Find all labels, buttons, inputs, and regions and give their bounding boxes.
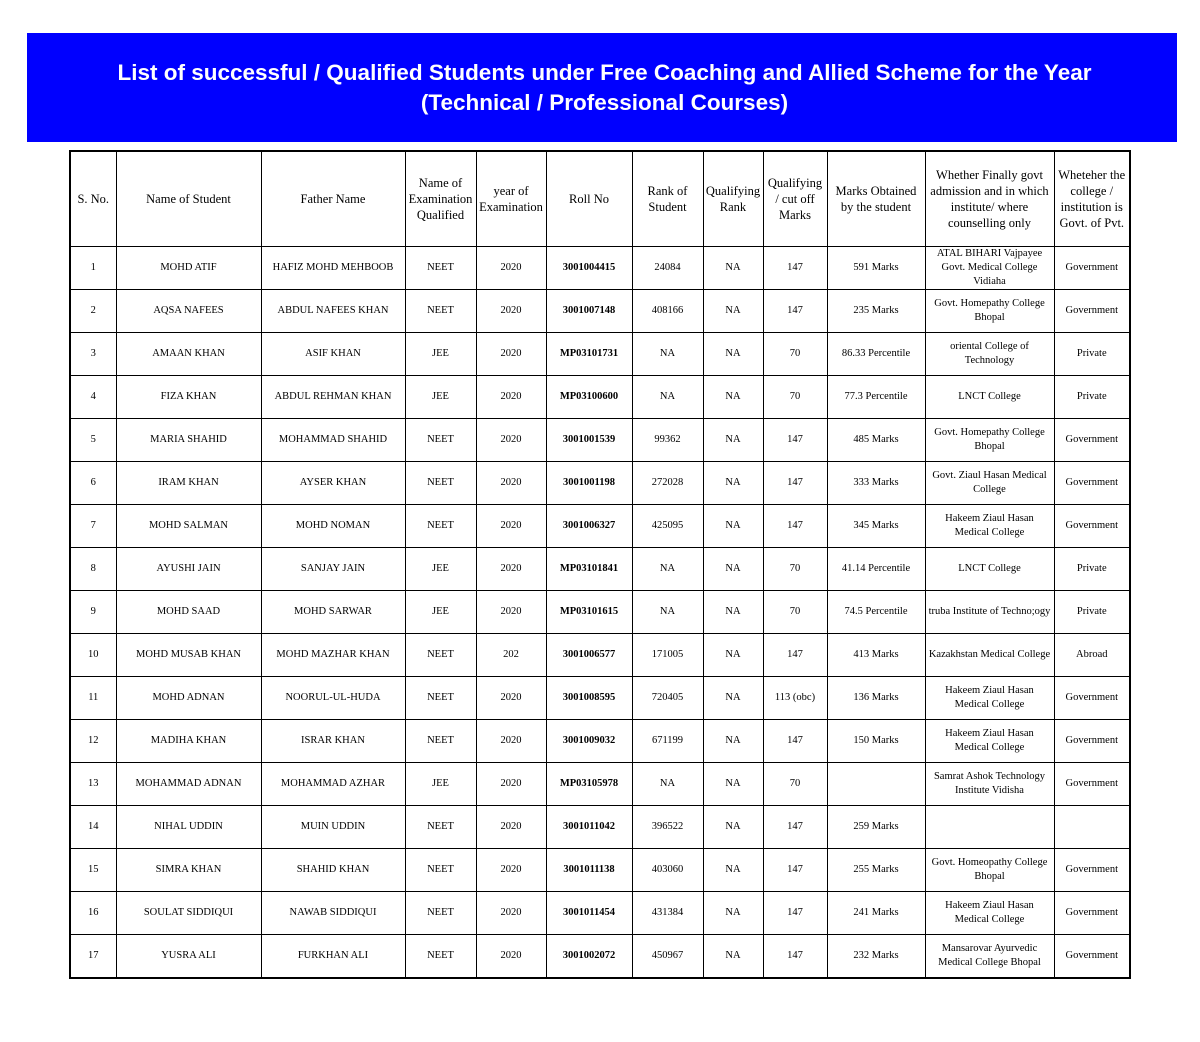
cell-qualifying-rank: NA xyxy=(703,806,763,849)
cell-father-name: HAFIZ MOHD MEHBOOB xyxy=(261,247,405,290)
table-row xyxy=(70,505,1130,548)
cell-student-rank: 450967 xyxy=(632,935,703,979)
cell-marks-obtained xyxy=(827,763,925,806)
cell-marks-obtained: 485 Marks xyxy=(827,419,925,462)
cell-father-name: SANJAY JAIN xyxy=(261,548,405,591)
cell-roll-no: 3001001198 xyxy=(546,462,632,505)
table-row xyxy=(70,677,1130,720)
table-body xyxy=(70,247,1130,979)
cell-exam-year: 2020 xyxy=(476,849,546,892)
cell-student-name: MOHD MUSAB KHAN xyxy=(116,634,261,677)
cell-marks-obtained: 255 Marks xyxy=(827,849,925,892)
cell-student-name: MOHD SAAD xyxy=(116,591,261,634)
cell-qualifying-rank: NA xyxy=(703,333,763,376)
cell-marks-obtained: 77.3 Percentile xyxy=(827,376,925,419)
cell-student-name: IRAM KHAN xyxy=(116,462,261,505)
cell-college-type: Government xyxy=(1054,849,1130,892)
cell-exam-name: NEET xyxy=(405,462,476,505)
table-row xyxy=(70,247,1130,290)
cell-admission-institute: Mansarovar Ayurvedic Medical College Bhopal xyxy=(925,935,1054,979)
cell-admission-institute: Hakeem Ziaul Hasan Medical College xyxy=(925,677,1054,720)
cell-exam-name: NEET xyxy=(405,892,476,935)
table-row xyxy=(70,462,1130,505)
header-qualifying-rank: Qualifying Rank xyxy=(703,151,763,247)
cell-father-name: MOHD NOMAN xyxy=(261,505,405,548)
cell-s-no: 6 xyxy=(70,462,116,505)
cell-admission-institute: Govt. Ziaul Hasan Medical College xyxy=(925,462,1054,505)
cell-marks-obtained: 86.33 Percentile xyxy=(827,333,925,376)
cell-student-rank: 408166 xyxy=(632,290,703,333)
cell-exam-name: JEE xyxy=(405,376,476,419)
cell-student-rank: NA xyxy=(632,591,703,634)
table-row xyxy=(70,333,1130,376)
table-row xyxy=(70,763,1130,806)
cell-s-no: 8 xyxy=(70,548,116,591)
cell-qualifying-rank: NA xyxy=(703,548,763,591)
cell-exam-year: 2020 xyxy=(476,505,546,548)
cell-exam-name: NEET xyxy=(405,634,476,677)
header-college-type: Wheteher the college / institution is Govt. of Pvt. xyxy=(1054,151,1130,247)
cell-college-type: Government xyxy=(1054,290,1130,333)
header-student-rank: Rank of Student xyxy=(632,151,703,247)
page-title-line-1: List of successful / Qualified Students under Free Coaching and Allied Scheme for the Year xyxy=(117,59,1092,85)
cell-qualifying-rank: NA xyxy=(703,892,763,935)
cell-exam-name: JEE xyxy=(405,548,476,591)
cell-exam-year: 2020 xyxy=(476,892,546,935)
cell-student-rank: 671199 xyxy=(632,720,703,763)
cell-s-no: 10 xyxy=(70,634,116,677)
cell-exam-year: 202 xyxy=(476,634,546,677)
cell-student-rank: 272028 xyxy=(632,462,703,505)
cell-qualifying-rank: NA xyxy=(703,505,763,548)
cell-roll-no: 3001008595 xyxy=(546,677,632,720)
cell-college-type: Government xyxy=(1054,677,1130,720)
cell-exam-year: 2020 xyxy=(476,935,546,979)
cell-father-name: ISRAR KHAN xyxy=(261,720,405,763)
cell-college-type: Government xyxy=(1054,935,1130,979)
cell-student-name: AYUSHI JAIN xyxy=(116,548,261,591)
cell-cutoff-marks: 147 xyxy=(763,720,827,763)
cell-cutoff-marks: 70 xyxy=(763,763,827,806)
table-row xyxy=(70,419,1130,462)
table-row xyxy=(70,290,1130,333)
cell-roll-no: MP03101615 xyxy=(546,591,632,634)
cell-admission-institute: Hakeem Ziaul Hasan Medical College xyxy=(925,505,1054,548)
cell-admission-institute: Govt. Homepathy College Bhopal xyxy=(925,290,1054,333)
cell-cutoff-marks: 70 xyxy=(763,376,827,419)
cell-exam-year: 2020 xyxy=(476,720,546,763)
table-row xyxy=(70,376,1130,419)
table-row xyxy=(70,892,1130,935)
cell-marks-obtained: 333 Marks xyxy=(827,462,925,505)
cell-admission-institute: ATAL BIHARI Vajpayee Govt. Medical College Vidiaha xyxy=(925,247,1054,290)
cell-roll-no: 3001006577 xyxy=(546,634,632,677)
cell-college-type: Government xyxy=(1054,505,1130,548)
cell-exam-name: JEE xyxy=(405,333,476,376)
cell-roll-no: 3001009032 xyxy=(546,720,632,763)
cell-admission-institute: Govt. Homepathy College Bhopal xyxy=(925,419,1054,462)
cell-exam-name: JEE xyxy=(405,591,476,634)
results-table xyxy=(69,150,1131,979)
cell-qualifying-rank: NA xyxy=(703,591,763,634)
cell-s-no: 4 xyxy=(70,376,116,419)
cell-student-rank: NA xyxy=(632,763,703,806)
cell-admission-institute: Hakeem Ziaul Hasan Medical College xyxy=(925,892,1054,935)
cell-roll-no: 3001006327 xyxy=(546,505,632,548)
cell-college-type: Private xyxy=(1054,376,1130,419)
title-banner xyxy=(27,33,1177,142)
cell-college-type: Government xyxy=(1054,892,1130,935)
cell-student-name: FIZA KHAN xyxy=(116,376,261,419)
cell-student-rank: 396522 xyxy=(632,806,703,849)
cell-college-type: Government xyxy=(1054,763,1130,806)
cell-marks-obtained: 259 Marks xyxy=(827,806,925,849)
cell-cutoff-marks: 147 xyxy=(763,247,827,290)
cell-s-no: 12 xyxy=(70,720,116,763)
cell-exam-name: NEET xyxy=(405,247,476,290)
cell-student-name: NIHAL UDDIN xyxy=(116,806,261,849)
page-title-line-2: (Technical / Professional Courses) xyxy=(420,89,789,115)
cell-qualifying-rank: NA xyxy=(703,935,763,979)
cell-exam-year: 2020 xyxy=(476,677,546,720)
cell-admission-institute: oriental College of Technology xyxy=(925,333,1054,376)
cell-marks-obtained: 235 Marks xyxy=(827,290,925,333)
cell-exam-year: 2020 xyxy=(476,333,546,376)
cell-roll-no: MP03100600 xyxy=(546,376,632,419)
cell-exam-name: NEET xyxy=(405,806,476,849)
cell-cutoff-marks: 147 xyxy=(763,290,827,333)
cell-student-name: AMAAN KHAN xyxy=(116,333,261,376)
cell-qualifying-rank: NA xyxy=(703,849,763,892)
cell-cutoff-marks: 147 xyxy=(763,419,827,462)
cell-exam-year: 2020 xyxy=(476,247,546,290)
cell-cutoff-marks: 147 xyxy=(763,806,827,849)
cell-student-rank: 720405 xyxy=(632,677,703,720)
cell-father-name: ABDUL NAFEES KHAN xyxy=(261,290,405,333)
cell-cutoff-marks: 147 xyxy=(763,634,827,677)
cell-student-rank: 99362 xyxy=(632,419,703,462)
cell-marks-obtained: 241 Marks xyxy=(827,892,925,935)
cell-admission-institute xyxy=(925,806,1054,849)
cell-father-name: MOHD MAZHAR KHAN xyxy=(261,634,405,677)
cell-marks-obtained: 41.14 Percentile xyxy=(827,548,925,591)
cell-roll-no: MP03105978 xyxy=(546,763,632,806)
cell-marks-obtained: 150 Marks xyxy=(827,720,925,763)
cell-student-name: MOHAMMAD ADNAN xyxy=(116,763,261,806)
cell-exam-name: NEET xyxy=(405,720,476,763)
cell-marks-obtained: 591 Marks xyxy=(827,247,925,290)
cell-college-type: Government xyxy=(1054,462,1130,505)
header-student-name: Name of Student xyxy=(116,151,261,247)
cell-student-rank: 403060 xyxy=(632,849,703,892)
cell-father-name: NAWAB SIDDIQUI xyxy=(261,892,405,935)
cell-father-name: SHAHID KHAN xyxy=(261,849,405,892)
cell-college-type xyxy=(1054,806,1130,849)
cell-s-no: 5 xyxy=(70,419,116,462)
cell-father-name: MOHD SARWAR xyxy=(261,591,405,634)
cell-student-rank: NA xyxy=(632,333,703,376)
cell-student-name: AQSA NAFEES xyxy=(116,290,261,333)
cell-college-type: Government xyxy=(1054,247,1130,290)
cell-student-rank: 431384 xyxy=(632,892,703,935)
cell-marks-obtained: 232 Marks xyxy=(827,935,925,979)
cell-qualifying-rank: NA xyxy=(703,462,763,505)
cell-father-name: ASIF KHAN xyxy=(261,333,405,376)
table-row xyxy=(70,548,1130,591)
cell-exam-name: NEET xyxy=(405,290,476,333)
cell-father-name: AYSER KHAN xyxy=(261,462,405,505)
cell-roll-no: 3001004415 xyxy=(546,247,632,290)
cell-cutoff-marks: 147 xyxy=(763,849,827,892)
cell-college-type: Government xyxy=(1054,720,1130,763)
cell-s-no: 13 xyxy=(70,763,116,806)
cell-admission-institute: Samrat Ashok Technology Institute Vidisha xyxy=(925,763,1054,806)
cell-admission-institute: LNCT College xyxy=(925,376,1054,419)
table-row xyxy=(70,720,1130,763)
cell-college-type: Abroad xyxy=(1054,634,1130,677)
table-row xyxy=(70,634,1130,677)
cell-father-name: ABDUL REHMAN KHAN xyxy=(261,376,405,419)
table-row xyxy=(70,935,1130,979)
table-row xyxy=(70,591,1130,634)
cell-cutoff-marks: 147 xyxy=(763,935,827,979)
cell-cutoff-marks: 70 xyxy=(763,548,827,591)
cell-s-no: 14 xyxy=(70,806,116,849)
cell-cutoff-marks: 70 xyxy=(763,591,827,634)
cell-qualifying-rank: NA xyxy=(703,763,763,806)
header-row xyxy=(70,151,1130,247)
cell-admission-institute: Govt. Homeopathy College Bhopal xyxy=(925,849,1054,892)
cell-student-rank: 171005 xyxy=(632,634,703,677)
cell-college-type: Private xyxy=(1054,548,1130,591)
cell-roll-no: 3001001539 xyxy=(546,419,632,462)
cell-exam-name: NEET xyxy=(405,677,476,720)
cell-exam-name: NEET xyxy=(405,505,476,548)
cell-student-rank: NA xyxy=(632,548,703,591)
cell-roll-no: MP03101731 xyxy=(546,333,632,376)
cell-student-rank: 425095 xyxy=(632,505,703,548)
cell-exam-year: 2020 xyxy=(476,763,546,806)
header-father-name: Father Name xyxy=(261,151,405,247)
cell-qualifying-rank: NA xyxy=(703,290,763,333)
cell-admission-institute: Hakeem Ziaul Hasan Medical College xyxy=(925,720,1054,763)
cell-roll-no: MP03101841 xyxy=(546,548,632,591)
cell-s-no: 2 xyxy=(70,290,116,333)
cell-s-no: 11 xyxy=(70,677,116,720)
header-exam-year: year of Examination xyxy=(476,151,546,247)
cell-exam-year: 2020 xyxy=(476,419,546,462)
cell-student-name: YUSRA ALI xyxy=(116,935,261,979)
header-admission-institute: Whether Finally govt admission and in which institute/ where counselling only xyxy=(925,151,1054,247)
cell-cutoff-marks: 147 xyxy=(763,892,827,935)
header-s-no: S. No. xyxy=(70,151,116,247)
cell-student-name: MOHD ADNAN xyxy=(116,677,261,720)
cell-roll-no: 3001011138 xyxy=(546,849,632,892)
cell-admission-institute: truba Institute of Techno;ogy xyxy=(925,591,1054,634)
cell-exam-year: 2020 xyxy=(476,806,546,849)
header-marks-obtained: Marks Obtained by the student xyxy=(827,151,925,247)
cell-exam-name: NEET xyxy=(405,849,476,892)
cell-roll-no: 3001011042 xyxy=(546,806,632,849)
cell-student-name: SOULAT SIDDIQUI xyxy=(116,892,261,935)
cell-student-name: MOHD ATIF xyxy=(116,247,261,290)
cell-qualifying-rank: NA xyxy=(703,634,763,677)
header-exam-name: Name of Examination Qualified xyxy=(405,151,476,247)
header-cutoff-marks: Qualifying / cut off Marks xyxy=(763,151,827,247)
cell-college-type: Government xyxy=(1054,419,1130,462)
cell-s-no: 16 xyxy=(70,892,116,935)
cell-qualifying-rank: NA xyxy=(703,376,763,419)
cell-student-name: MOHD SALMAN xyxy=(116,505,261,548)
cell-marks-obtained: 345 Marks xyxy=(827,505,925,548)
cell-exam-year: 2020 xyxy=(476,290,546,333)
cell-father-name: NOORUL-UL-HUDA xyxy=(261,677,405,720)
cell-college-type: Private xyxy=(1054,333,1130,376)
cell-qualifying-rank: NA xyxy=(703,677,763,720)
header-roll-no: Roll No xyxy=(546,151,632,247)
cell-student-name: MADIHA KHAN xyxy=(116,720,261,763)
cell-marks-obtained: 413 Marks xyxy=(827,634,925,677)
cell-father-name: MUIN UDDIN xyxy=(261,806,405,849)
cell-father-name: FURKHAN ALI xyxy=(261,935,405,979)
cell-exam-year: 2020 xyxy=(476,591,546,634)
cell-father-name: MOHAMMAD AZHAR xyxy=(261,763,405,806)
cell-qualifying-rank: NA xyxy=(703,247,763,290)
cell-roll-no: 3001002072 xyxy=(546,935,632,979)
cell-s-no: 1 xyxy=(70,247,116,290)
cell-qualifying-rank: NA xyxy=(703,419,763,462)
cell-exam-name: NEET xyxy=(405,935,476,979)
cell-s-no: 7 xyxy=(70,505,116,548)
cell-marks-obtained: 74.5 Percentile xyxy=(827,591,925,634)
cell-cutoff-marks: 70 xyxy=(763,333,827,376)
cell-cutoff-marks: 113 (obc) xyxy=(763,677,827,720)
cell-exam-year: 2020 xyxy=(476,462,546,505)
cell-father-name: MOHAMMAD SHAHID xyxy=(261,419,405,462)
cell-college-type: Private xyxy=(1054,591,1130,634)
cell-exam-year: 2020 xyxy=(476,548,546,591)
cell-s-no: 3 xyxy=(70,333,116,376)
table-row xyxy=(70,806,1130,849)
cell-cutoff-marks: 147 xyxy=(763,505,827,548)
cell-student-name: MARIA SHAHID xyxy=(116,419,261,462)
table-header xyxy=(70,151,1130,247)
cell-admission-institute: LNCT College xyxy=(925,548,1054,591)
cell-cutoff-marks: 147 xyxy=(763,462,827,505)
cell-s-no: 17 xyxy=(70,935,116,979)
cell-student-rank: 24084 xyxy=(632,247,703,290)
cell-admission-institute: Kazakhstan Medical College xyxy=(925,634,1054,677)
cell-s-no: 15 xyxy=(70,849,116,892)
cell-exam-name: NEET xyxy=(405,419,476,462)
cell-roll-no: 3001007148 xyxy=(546,290,632,333)
table-row xyxy=(70,849,1130,892)
cell-qualifying-rank: NA xyxy=(703,720,763,763)
cell-s-no: 9 xyxy=(70,591,116,634)
cell-student-name: SIMRA KHAN xyxy=(116,849,261,892)
cell-roll-no: 3001011454 xyxy=(546,892,632,935)
cell-student-rank: NA xyxy=(632,376,703,419)
cell-exam-year: 2020 xyxy=(476,376,546,419)
cell-marks-obtained: 136 Marks xyxy=(827,677,925,720)
cell-exam-name: JEE xyxy=(405,763,476,806)
